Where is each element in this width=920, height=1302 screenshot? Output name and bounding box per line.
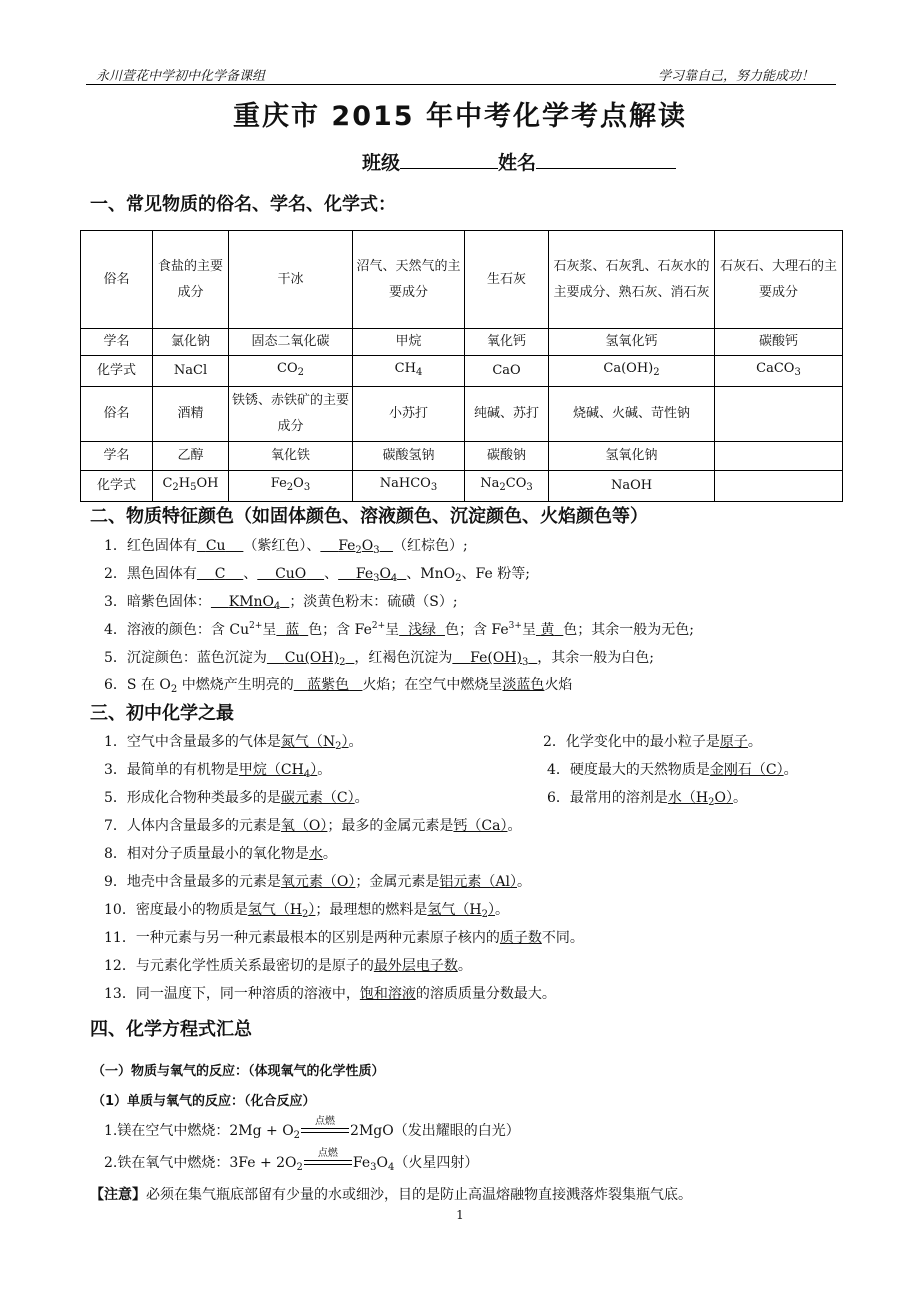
- table-cell: 沼气、天然气的主要成分: [353, 231, 465, 329]
- table-cell: [715, 356, 843, 387]
- table-cell: 碳酸钙: [715, 329, 843, 356]
- text: 。: [354, 790, 369, 806]
- equation-text: 1.镁在空气中燃烧：2Mg + O: [104, 1123, 294, 1139]
- equals-line: [301, 1128, 349, 1129]
- answer: 淡蓝色: [502, 677, 545, 693]
- text: 11．一种元素与另一种元素最根本的区别是两种元素原子核内的: [104, 930, 500, 946]
- formula: CH: [394, 361, 416, 376]
- class-name-line: [362, 148, 676, 175]
- table-cell: 干冰: [229, 231, 353, 329]
- text: 呈: [521, 622, 536, 638]
- answer: 金刚石（C）: [709, 762, 784, 778]
- note-text: 必须在集气瓶底部留有少量的水或细沙，目的是防止高温熔融物直接溅落炸裂集瓶气底。: [146, 1187, 692, 1203]
- subscript: 4: [387, 1162, 395, 1173]
- text: 1．空气中含量最多的气体是: [104, 734, 281, 750]
- answer: [294, 677, 363, 693]
- text: 3．最简单的有机物是: [104, 762, 239, 778]
- table-row: [81, 442, 843, 471]
- table-row: [81, 231, 843, 329]
- table-cell: 石灰石、大理石的主要成分: [715, 231, 843, 329]
- subscript: 5: [190, 482, 197, 493]
- equation-text: Fe: [352, 1155, 371, 1171]
- text: 5．沉淀颜色：蓝色沉淀为: [104, 650, 267, 666]
- formula: Ca(OH): [603, 361, 654, 376]
- answer-text: 氢气（H: [427, 902, 482, 918]
- superlative-item-9: [104, 871, 531, 891]
- text: 8．相对分子质量最小的氧化物是: [104, 846, 309, 862]
- superlative-item-3: [104, 759, 331, 780]
- table-cell: 甲烷: [353, 329, 465, 356]
- answer: [197, 538, 243, 554]
- formula: CO: [505, 476, 527, 491]
- superlative-item-8: [104, 843, 337, 863]
- text: 、: [324, 566, 339, 582]
- color-line-1: [104, 535, 468, 556]
- answer-text: 氢气（H: [247, 902, 303, 918]
- superlative-item-6: [547, 787, 747, 808]
- table-cell: 铁锈、赤铁矿的主要成分: [229, 387, 353, 442]
- table-cell: 固态二氧化碳: [229, 329, 353, 356]
- superlative-item-1: [104, 731, 363, 752]
- text: 。: [348, 734, 363, 750]
- table-cell: 氯化钠: [153, 329, 229, 356]
- row-label: 俗名: [81, 387, 153, 442]
- equation-text: O: [376, 1155, 388, 1171]
- superscript: 2+: [371, 621, 386, 631]
- table-cell: 乙醇: [153, 442, 229, 471]
- superlative-item-13: [104, 983, 556, 1003]
- reaction-arrow: [304, 1148, 352, 1170]
- subscript: 4: [303, 769, 311, 780]
- text: 。: [733, 790, 747, 806]
- text: 。: [747, 734, 762, 750]
- text: 火焰；在空气中燃烧呈: [362, 677, 503, 693]
- formula: CO: [277, 361, 298, 376]
- text: 。: [507, 818, 522, 834]
- text: 色；含 Fe: [308, 622, 372, 638]
- text: ；最多的金属元素是: [327, 818, 454, 834]
- color-line-3: [104, 591, 458, 612]
- superlative-item-5: [104, 787, 369, 807]
- color-line-2: [104, 563, 530, 584]
- section-4-title: 四、化学方程式汇总: [90, 1019, 252, 1040]
- text: 3．暗紫色固体：: [104, 594, 211, 610]
- formula: H: [178, 476, 191, 491]
- subscript: 3: [370, 1162, 377, 1173]
- text: 12．与元素化学性质关系最密切的是原子的: [104, 958, 374, 974]
- table-cell: 氢氧化钙: [549, 329, 715, 356]
- text: 呈: [385, 622, 400, 638]
- table-row: [81, 329, 843, 356]
- subscript: 2: [455, 573, 462, 584]
- answer: 最外层电子数: [373, 958, 458, 974]
- answer-text: CuO: [275, 566, 307, 582]
- table-cell: [229, 471, 353, 502]
- header-right: 学习靠自己，努力能成功！: [657, 69, 814, 84]
- table-cell: 小苏打: [353, 387, 465, 442]
- text: 的溶质质量分数最大。: [415, 986, 556, 1002]
- formula: NaHCO: [379, 476, 431, 491]
- answer-text: O: [361, 538, 374, 554]
- subscript: 2: [172, 482, 179, 493]
- answer-text: O）: [714, 790, 733, 806]
- subscript: 2: [481, 909, 489, 920]
- subscript: 3: [303, 482, 311, 493]
- subscript: 2: [302, 909, 309, 920]
- answer-text: ）: [308, 902, 316, 918]
- text: 7．人体内含量最多的元素是: [104, 818, 281, 834]
- class-label: 班级: [362, 152, 401, 174]
- text: 2．化学变化中的最小粒子是: [543, 734, 720, 750]
- answer: [427, 902, 495, 918]
- superlative-item-2: [543, 731, 762, 751]
- text: 。: [322, 846, 337, 862]
- class-blank: [400, 150, 498, 169]
- subscript: 3: [794, 367, 801, 378]
- subscript: 4: [274, 601, 281, 612]
- answer-text: C: [214, 566, 226, 582]
- name-blank: [536, 150, 676, 169]
- table-cell: 氧化钙: [465, 329, 549, 356]
- answer-text: 蓝紫色: [307, 677, 350, 693]
- section-2-title: 二、物质特征颜色（如固体颜色、溶液颜色、沉淀颜色、火焰颜色等）: [90, 506, 648, 527]
- text: 不同。: [541, 930, 584, 946]
- answer: 水: [308, 846, 323, 862]
- text: 呈: [262, 622, 277, 638]
- table-cell: 酒精: [153, 387, 229, 442]
- table-cell: [153, 471, 229, 502]
- text: ，红褐色沉淀为: [354, 650, 453, 666]
- equation-text: （火星四射）: [394, 1155, 479, 1171]
- text: ；金属元素是: [355, 874, 440, 890]
- text: ；淡黄色粉末：硫磺（S）;: [289, 594, 458, 610]
- subscript: 2: [297, 367, 304, 378]
- substance-table: [80, 230, 843, 502]
- text: ，其余一般为白色;: [537, 650, 655, 666]
- answer: [452, 650, 537, 666]
- table-cell: [715, 442, 843, 471]
- text: 1．红色固体有: [104, 538, 197, 554]
- superlative-item-7: [104, 815, 521, 835]
- superscript: 3+: [508, 621, 522, 631]
- subscript: 2: [170, 684, 178, 695]
- answer: [536, 622, 563, 638]
- text: （红棕色）;: [393, 538, 468, 554]
- table-cell: 食盐的主要成分: [153, 231, 229, 329]
- answer-text: 水（H: [667, 790, 709, 806]
- table-cell: 氧化铁: [229, 442, 353, 471]
- text: 。: [317, 762, 332, 778]
- answer-text: Cu: [205, 538, 226, 554]
- answer: 碳元素（C）: [280, 790, 355, 806]
- formula: O: [293, 476, 304, 491]
- color-line-5: [104, 647, 654, 668]
- subscript: 3: [526, 482, 533, 493]
- text: 10．密度最小的物质是: [104, 902, 248, 918]
- answer: [338, 566, 406, 582]
- reaction-arrow: [301, 1116, 349, 1138]
- answer: 质子数: [499, 930, 542, 946]
- answer: [399, 622, 445, 638]
- text: 。: [495, 902, 510, 918]
- superlative-item-4: [547, 759, 798, 779]
- answer-text: Fe: [338, 538, 356, 554]
- answer: 钙（Ca）: [453, 818, 508, 834]
- section-1-title: 一、常见物质的俗名、学名、化学式：: [90, 194, 396, 215]
- header-left: 永川萱花中学初中化学备课组: [96, 69, 266, 84]
- section-3-title: 三、初中化学之最: [90, 703, 234, 724]
- subscript: 2: [296, 1162, 303, 1173]
- text: 、MnO: [406, 566, 456, 582]
- text: 4．溶液的颜色：含 Cu: [104, 622, 250, 638]
- formula: Fe: [270, 476, 287, 491]
- table-cell: 氢氧化钠: [549, 442, 715, 471]
- superscript: 2+: [249, 621, 263, 631]
- subscript: 2: [653, 367, 660, 378]
- answer: [248, 902, 316, 918]
- text: 5．形成化合物种类最多的是: [104, 790, 281, 806]
- text: （紫红色）、: [243, 538, 321, 554]
- equals-line: [304, 1164, 352, 1165]
- text: ；最理想的燃料是: [315, 902, 428, 918]
- row-label: 化学式: [81, 471, 153, 502]
- subsection-title: （1）单质与氧气的反应：（化合反应）: [92, 1094, 316, 1109]
- table-row: [81, 387, 843, 442]
- text: 火焰: [544, 677, 573, 693]
- answer: [197, 566, 243, 582]
- subscript: 4: [391, 573, 398, 584]
- row-label: 化学式: [81, 356, 153, 387]
- table-cell: 烧碱、火碱、苛性钠: [549, 387, 715, 442]
- answer: [211, 594, 289, 610]
- reaction-condition: 点燃: [317, 1148, 338, 1159]
- row-label: 俗名: [81, 231, 153, 329]
- equation-2: [104, 1148, 479, 1173]
- subscript: 2: [499, 482, 506, 493]
- text: 9．地壳中含量最多的元素是: [104, 874, 281, 890]
- table-cell: [715, 471, 843, 502]
- note-label: 【注意】: [90, 1187, 146, 1203]
- table-cell: NaOH: [549, 471, 715, 502]
- table-cell: [353, 356, 465, 387]
- table-row: [81, 471, 843, 502]
- answer-text: O: [379, 566, 392, 582]
- text: 色；含 Fe: [444, 622, 509, 638]
- answer-text: ）: [341, 734, 349, 750]
- table-cell: [229, 356, 353, 387]
- superlative-item-10: [104, 899, 509, 920]
- answer: 氧（O）: [280, 818, 328, 834]
- text: 、: [243, 566, 258, 582]
- answer: 铝元素（Al）: [439, 874, 517, 890]
- text: 4．硬度最大的天然物质是: [547, 762, 710, 778]
- subscript: 3: [373, 573, 380, 584]
- answer: 原子: [719, 734, 748, 750]
- answer-text: KMnO: [228, 594, 275, 610]
- table-cell: 纯碱、苏打: [465, 387, 549, 442]
- row-label: 学名: [81, 442, 153, 471]
- answer: 饱和溶液: [359, 986, 416, 1002]
- equation-1: [104, 1116, 520, 1141]
- equals-line: [301, 1132, 349, 1133]
- table-cell: 碳酸氢钠: [353, 442, 465, 471]
- page-header: [86, 62, 836, 85]
- table-cell: CaO: [465, 356, 549, 387]
- note: [90, 1184, 692, 1204]
- answer-text: ）: [488, 902, 496, 918]
- reaction-condition: 点燃: [315, 1116, 336, 1127]
- row-label: 学名: [81, 329, 153, 356]
- table-cell: [715, 387, 843, 442]
- table-cell: 石灰浆、石灰乳、石灰水的主要成分、熟石灰、消石灰: [549, 231, 715, 329]
- text: 2．黑色固体有: [104, 566, 197, 582]
- answer: [320, 538, 393, 554]
- table-cell: [353, 471, 465, 502]
- table-cell: 碳酸钠: [465, 442, 549, 471]
- subscript: 3: [522, 657, 529, 668]
- color-line-6: [104, 674, 572, 695]
- answer: [257, 566, 324, 582]
- superlative-item-12: [104, 955, 472, 975]
- subscript: 2: [339, 657, 346, 668]
- table-row: [81, 356, 843, 387]
- formula: CaCO: [756, 361, 795, 376]
- answer: [239, 762, 317, 778]
- answer-text: 氮气（N: [280, 734, 336, 750]
- subscript: 2: [355, 545, 362, 556]
- color-line-4: [104, 619, 694, 639]
- subscript: 2: [286, 482, 294, 493]
- answer: [281, 734, 349, 750]
- text: 。: [457, 958, 472, 974]
- subscript: 2: [708, 797, 715, 808]
- text: 色；其余一般为无色;: [563, 622, 695, 638]
- answer-text: Fe(OH): [470, 650, 523, 666]
- text: 中燃烧产生明亮的: [177, 677, 294, 693]
- answer: 氧元素（O）: [280, 874, 356, 890]
- answer-text: 浅绿: [408, 622, 437, 638]
- table-cell: NaCl: [153, 356, 229, 387]
- answer-text: 甲烷（CH: [238, 762, 304, 778]
- answer: [668, 790, 733, 806]
- page-number: 1: [456, 1208, 464, 1222]
- table-cell: [465, 471, 549, 502]
- answer: [267, 650, 354, 666]
- text: 6．最常用的溶剂是: [547, 790, 668, 806]
- formula: Na: [480, 476, 500, 491]
- table-cell: [549, 356, 715, 387]
- text: 6．S 在 O: [104, 677, 171, 693]
- formula: OH: [196, 476, 219, 491]
- answer-text: 蓝: [285, 622, 300, 638]
- subscript: 2: [335, 741, 342, 752]
- document-title: 重庆市 2015 年中考化学考点解读: [233, 101, 687, 132]
- answer-text: Cu(OH): [284, 650, 340, 666]
- equals-line: [304, 1160, 352, 1161]
- equation-text: 2.铁在氧气中燃烧：3Fe + 2O: [104, 1155, 297, 1171]
- subscript: 2: [293, 1130, 301, 1141]
- superlative-item-11: [104, 927, 584, 947]
- subscript: 3: [430, 482, 438, 493]
- formula: C: [162, 476, 173, 491]
- text: 、Fe 粉等;: [461, 566, 530, 582]
- table-cell: 生石灰: [465, 231, 549, 329]
- answer-text: 黄: [540, 622, 555, 638]
- subscript: 4: [415, 367, 423, 378]
- name-label: 姓名: [498, 152, 537, 174]
- text: 。: [783, 762, 798, 778]
- equation-text: 2MgO（发出耀眼的白光）: [350, 1123, 520, 1139]
- answer: [276, 622, 308, 638]
- subsection-title: （一）物质与氧气的反应：（体现氧气的化学性质）: [92, 1064, 385, 1079]
- answer-text: Fe: [355, 566, 374, 582]
- subscript: 3: [373, 545, 380, 556]
- answer-text: ）: [310, 762, 318, 778]
- text: 。: [517, 874, 531, 890]
- text: 13．同一温度下，同一种溶质的溶液中，: [104, 986, 360, 1002]
